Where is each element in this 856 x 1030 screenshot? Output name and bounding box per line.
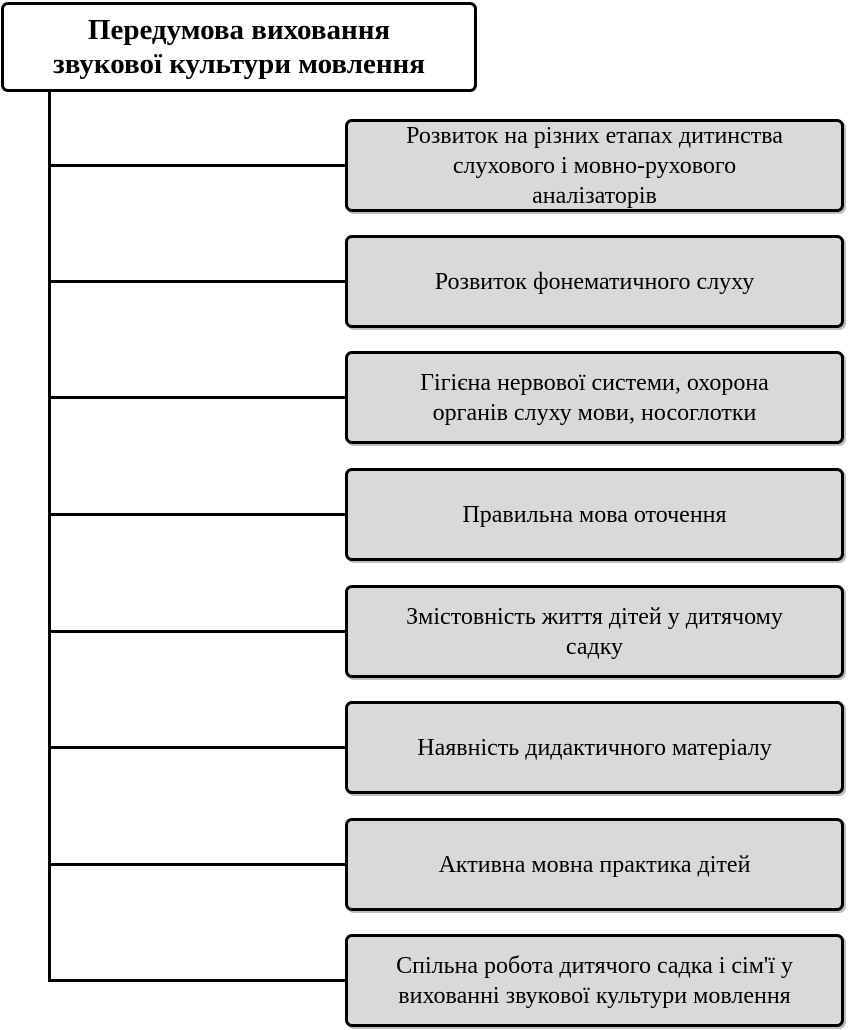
item-box-1 [345, 119, 844, 212]
item-label-3: Гігієна нервової системи, охорона органів слуху мови, носоглотки [420, 369, 769, 426]
item-box-7 [345, 818, 844, 911]
item-label-1: Розвиток на різних етапах дитинства слухового і мовно-рухового аналізаторів [406, 122, 783, 209]
connector-line-2 [48, 280, 347, 283]
item-label-7: Активна мовна практика дітей [438, 851, 751, 878]
connector-line-6 [48, 746, 347, 749]
item-label-6: Наявність дидактичного матеріалу [417, 734, 772, 761]
vertical-spine-line [48, 92, 51, 981]
item-box-8 [345, 934, 844, 1027]
item-label-5: Змістовність життя дітей у дитячому садку [406, 603, 783, 660]
root-title: Передумова виховання звукової культури мовлення [53, 14, 425, 80]
connector-line-5 [48, 630, 347, 633]
item-box-5 [345, 585, 844, 678]
item-box-4 [345, 468, 844, 561]
item-box-2 [345, 235, 844, 328]
item-label-8: Спільна робота дитячого садка і сім'ї у вихованні звукової культури мовлення [396, 952, 793, 1009]
item-box-6 [345, 701, 844, 794]
connector-line-8 [48, 979, 347, 982]
item-box-3 [345, 351, 844, 444]
item-label-4: Правильна мова оточення [462, 501, 727, 528]
connector-line-3 [48, 396, 347, 399]
item-label-2: Розвиток фонематичного слуху [434, 268, 755, 295]
connector-line-1 [48, 164, 347, 167]
connector-line-7 [48, 863, 347, 866]
connector-line-4 [48, 513, 347, 516]
root-title-box [1, 2, 477, 92]
